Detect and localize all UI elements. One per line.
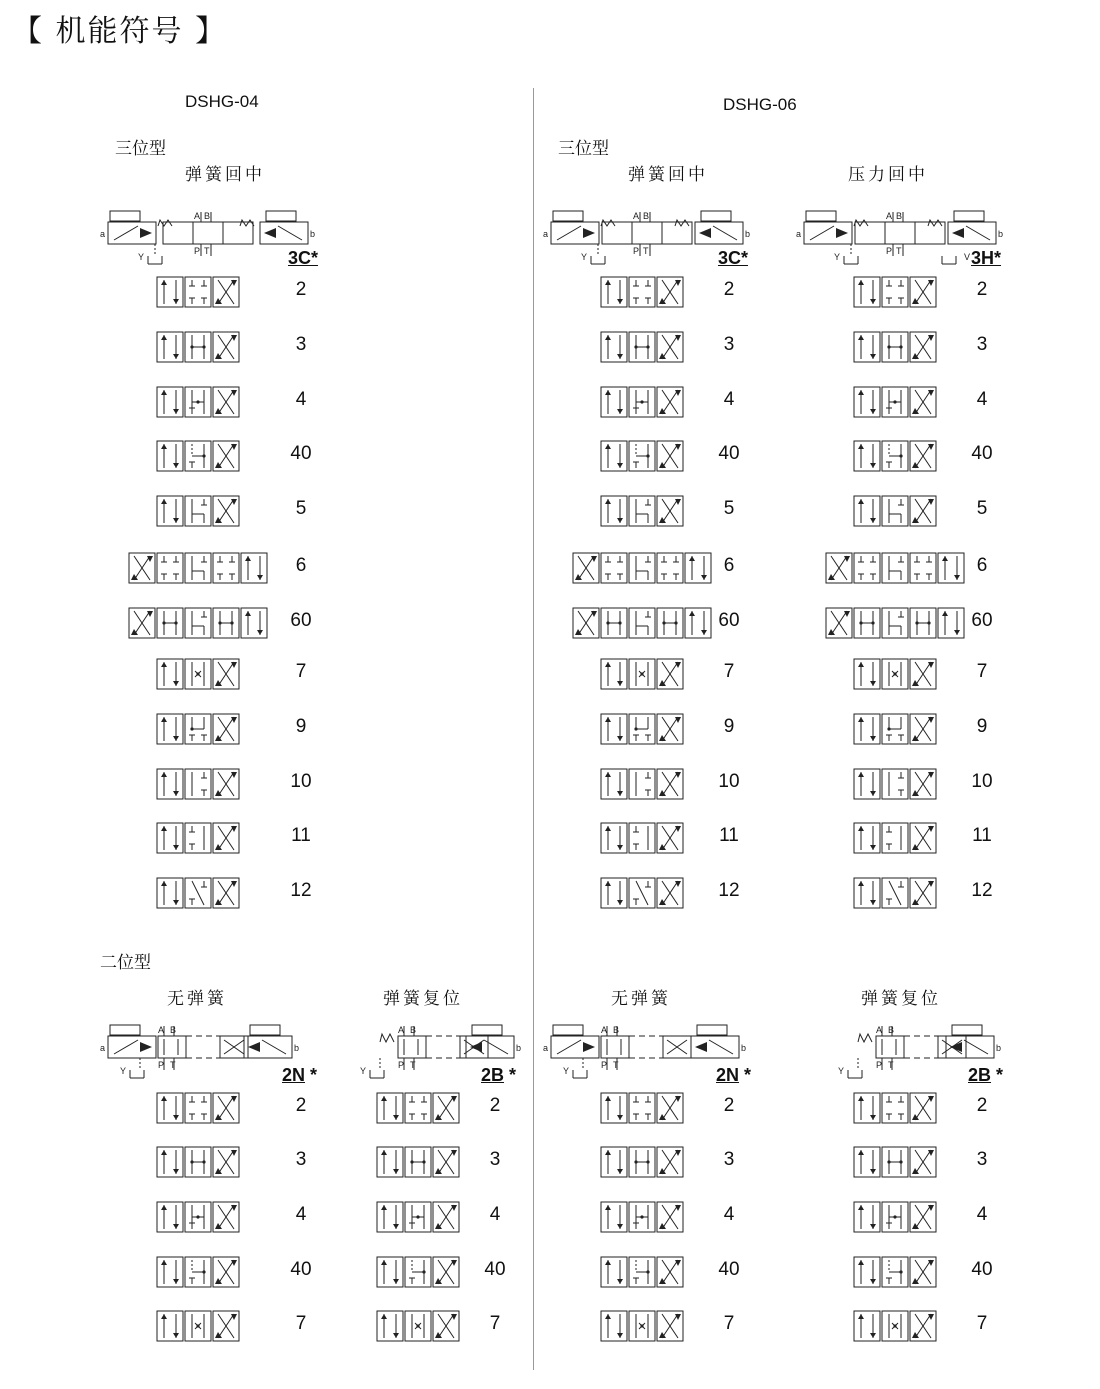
spool-symbol-right-40 <box>853 440 939 472</box>
svg-text:b: b <box>741 1043 747 1053</box>
svg-text:b: b <box>516 1043 522 1053</box>
spool-symbol-mid-7 <box>600 658 686 690</box>
spool-symbol-right-4 <box>853 386 939 418</box>
svg-text:Y: Y <box>360 1066 367 1076</box>
svg-text:A: A <box>398 1025 405 1035</box>
spool-symbol-right-9 <box>853 713 939 745</box>
spool-code-mid-5: 5 <box>723 498 735 519</box>
svg-text:A: A <box>194 211 201 221</box>
svg-text:T: T <box>204 246 210 256</box>
svg-text:T: T <box>643 246 649 256</box>
spool2-symbol-2b-right-40 <box>853 1256 939 1288</box>
spool2-code-2n-left-4: 4 <box>295 1204 307 1225</box>
spool-symbol-mid-5 <box>600 495 686 527</box>
spool2-symbol-2n-right-4 <box>600 1201 686 1233</box>
spring-centered-label-right: 弹簧回中 <box>628 165 708 185</box>
spool-symbol-right-5 <box>853 495 939 527</box>
pressure-centered-label: 压力回中 <box>848 165 928 185</box>
svg-text:b: b <box>294 1043 300 1053</box>
spring-return-label-left: 弹簧复位 <box>383 989 463 1009</box>
svg-text:B: B <box>888 1025 895 1035</box>
spool-symbol-left-12 <box>156 877 242 909</box>
svg-text:P: P <box>398 1060 405 1070</box>
spool-code-mid-7: 7 <box>723 661 735 682</box>
svg-text:B: B <box>410 1025 417 1035</box>
spool2-symbol-2n-left-40 <box>156 1256 242 1288</box>
spool-code-mid-3: 3 <box>723 334 735 355</box>
spool-code-right-11: 11 <box>972 825 992 846</box>
svg-text:P: P <box>876 1060 883 1070</box>
spool-code-mid-11: 11 <box>719 825 739 846</box>
svg-text:A: A <box>633 211 640 221</box>
spool2-symbol-2n-left-7 <box>156 1310 242 1342</box>
two-position-title: 二位型 <box>100 953 151 973</box>
spool2-symbol-2n-right-40 <box>600 1256 686 1288</box>
spool-symbol-right-2 <box>853 276 939 308</box>
svg-text:a: a <box>543 229 549 239</box>
spring-return-label-right: 弹簧复位 <box>861 989 941 1009</box>
spool2-symbol-2n-right-2 <box>600 1092 686 1124</box>
svg-text:B: B <box>643 211 650 221</box>
spool-code-mid-2: 2 <box>723 279 735 300</box>
svg-text:A: A <box>886 211 893 221</box>
header-2b-left <box>340 1012 522 1082</box>
spool2-code-2b-right-4: 4 <box>976 1204 988 1225</box>
spool2-symbol-2n-left-2 <box>156 1092 242 1124</box>
spool2-code-2b-left-3: 3 <box>489 1149 501 1170</box>
svg-text:B: B <box>896 211 903 221</box>
svg-text:Y: Y <box>834 252 841 262</box>
column-divider <box>533 88 534 1370</box>
header-3c-right <box>543 198 751 268</box>
spool2-code-2n-right-40: 40 <box>718 1259 740 1280</box>
svg-text:b: b <box>996 1043 1002 1053</box>
spool-symbol-left-11 <box>156 822 242 854</box>
spool2-code-2n-right-7: 7 <box>723 1313 735 1334</box>
header-2n-right <box>543 1012 747 1082</box>
spool2-symbol-2b-left-40 <box>376 1256 462 1288</box>
spool-symbol-mid-3 <box>600 331 686 363</box>
svg-text:Y: Y <box>581 252 588 262</box>
spool2-code-2b-right-3: 3 <box>976 1149 988 1170</box>
spool-code-right-3: 3 <box>976 334 988 355</box>
svg-text:B: B <box>170 1025 177 1035</box>
spool-code-left-12: 12 <box>290 880 312 901</box>
svg-text:T: T <box>410 1060 416 1070</box>
spool-symbol-left-10 <box>156 768 242 800</box>
spool-code-right-2: 2 <box>976 279 988 300</box>
spool2-symbol-2b-right-7 <box>853 1310 939 1342</box>
svg-text:b: b <box>998 229 1004 239</box>
spool2-code-2b-right-40: 40 <box>971 1259 993 1280</box>
spool-code-left-6: 6 <box>295 555 307 576</box>
svg-text:B: B <box>204 211 211 221</box>
svg-text:A: A <box>158 1025 165 1035</box>
spool-symbol-mid-2 <box>600 276 686 308</box>
spool-code-left-9: 9 <box>295 716 307 737</box>
svg-text:a: a <box>100 229 106 239</box>
svg-text:Y: Y <box>120 1066 127 1076</box>
spool2-symbol-2b-right-4 <box>853 1201 939 1233</box>
spool2-code-2n-left-7: 7 <box>295 1313 307 1334</box>
spool-code-mid-12: 12 <box>718 880 740 901</box>
spool-symbol-right-11 <box>853 822 939 854</box>
spool-code-right-60: 60 <box>971 610 993 631</box>
svg-text:a: a <box>796 229 802 239</box>
spool2-code-2n-right-3: 3 <box>723 1149 735 1170</box>
svg-text:Y: Y <box>138 252 145 262</box>
spool-code-left-10: 10 <box>290 771 312 792</box>
spool-code-left-60: 60 <box>290 610 312 631</box>
spool-code-mid-6: 6 <box>723 555 735 576</box>
svg-text:P: P <box>633 246 640 256</box>
svg-text:a: a <box>543 1043 549 1053</box>
spool2-symbol-2n-left-3 <box>156 1146 242 1178</box>
spool-code-right-5: 5 <box>976 498 988 519</box>
spool-code-left-3: 3 <box>295 334 307 355</box>
spool-symbol-right-12 <box>853 877 939 909</box>
spool-symbol-mid-11 <box>600 822 686 854</box>
spool2-symbol-2b-left-3 <box>376 1146 462 1178</box>
spool2-code-2n-right-4: 4 <box>723 1204 735 1225</box>
spool-symbol-right-10 <box>853 768 939 800</box>
spool-code-right-6: 6 <box>976 555 988 576</box>
spool-code-left-2: 2 <box>295 279 307 300</box>
svg-text:A: A <box>601 1025 608 1035</box>
svg-text:B: B <box>613 1025 620 1035</box>
spool-symbol-right-60 <box>825 607 965 639</box>
spool-code-mid-4: 4 <box>723 389 735 410</box>
svg-text:T: T <box>170 1060 176 1070</box>
spool-symbol-mid-9 <box>600 713 686 745</box>
spool-symbol-left-40 <box>156 440 242 472</box>
spool-code-mid-10: 10 <box>718 771 740 792</box>
model-left: DSHG-04 <box>185 92 259 111</box>
spool2-code-2b-left-7: 7 <box>489 1313 501 1334</box>
spool2-code-2b-right-7: 7 <box>976 1313 988 1334</box>
header-2b-right <box>818 1012 1002 1082</box>
header-3c-left <box>100 198 319 268</box>
spool-code-right-40: 40 <box>971 443 993 464</box>
spool2-code-2b-left-4: 4 <box>489 1204 501 1225</box>
spool-code-mid-9: 9 <box>723 716 735 737</box>
spring-centered-label-left: 弹簧回中 <box>185 165 265 185</box>
spool-symbol-mid-12 <box>600 877 686 909</box>
code-3h: 3H* <box>971 248 1002 268</box>
svg-text:P: P <box>158 1060 165 1070</box>
spool-code-right-10: 10 <box>971 771 993 792</box>
spool-symbol-left-3 <box>156 331 242 363</box>
spool-symbol-mid-10 <box>600 768 686 800</box>
three-position-left-title: 三位型 <box>115 139 166 159</box>
spool-symbol-right-7 <box>853 658 939 690</box>
code-2n-left: 2N * <box>282 1065 318 1085</box>
svg-text:a: a <box>100 1043 106 1053</box>
spool2-code-2b-left-40: 40 <box>484 1259 506 1280</box>
spool-code-left-40: 40 <box>290 443 312 464</box>
no-spring-label-left: 无弹簧 <box>167 989 227 1009</box>
spool2-symbol-2b-right-2 <box>853 1092 939 1124</box>
three-position-right-title: 三位型 <box>558 139 609 159</box>
svg-text:b: b <box>310 229 316 239</box>
spool2-symbol-2n-right-3 <box>600 1146 686 1178</box>
spool-symbol-mid-60 <box>572 607 712 639</box>
spool-code-mid-60: 60 <box>718 610 740 631</box>
svg-text:P: P <box>194 246 201 256</box>
spool-symbol-left-5 <box>156 495 242 527</box>
code-3c-right: 3C* <box>718 248 749 268</box>
spool-code-left-11: 11 <box>291 825 311 846</box>
svg-text:T: T <box>888 1060 894 1070</box>
spool-code-left-4: 4 <box>295 389 307 410</box>
spool-code-right-4: 4 <box>976 389 988 410</box>
code-2b-left: 2B * <box>481 1065 517 1085</box>
svg-text:Y: Y <box>838 1066 845 1076</box>
spool-code-mid-40: 40 <box>718 443 740 464</box>
code-3c-left: 3C* <box>288 248 319 268</box>
spool-symbol-mid-40 <box>600 440 686 472</box>
spool-code-right-9: 9 <box>976 716 988 737</box>
spool-code-left-7: 7 <box>295 661 307 682</box>
spool-code-left-5: 5 <box>295 498 307 519</box>
spool2-code-2b-left-2: 2 <box>489 1095 501 1116</box>
spool-symbol-mid-6 <box>572 552 712 584</box>
spool-symbol-right-3 <box>853 331 939 363</box>
svg-text:P: P <box>886 246 893 256</box>
spool2-code-2n-left-3: 3 <box>295 1149 307 1170</box>
svg-text:T: T <box>896 246 902 256</box>
spool-symbol-left-9 <box>156 713 242 745</box>
spool-code-right-7: 7 <box>976 661 988 682</box>
page-title: 【 机能符号 】 <box>12 14 228 49</box>
header-3h <box>796 198 1004 268</box>
spool-symbol-left-6 <box>128 552 268 584</box>
svg-text:T: T <box>613 1060 619 1070</box>
spool2-code-2b-right-2: 2 <box>976 1095 988 1116</box>
svg-text:Y: Y <box>563 1066 570 1076</box>
svg-text:V: V <box>964 252 971 262</box>
model-right: DSHG-06 <box>723 95 797 114</box>
svg-text:b: b <box>745 229 751 239</box>
no-spring-label-right: 无弹簧 <box>611 989 671 1009</box>
spool2-symbol-2b-left-2 <box>376 1092 462 1124</box>
spool-symbol-right-6 <box>825 552 965 584</box>
spool2-symbol-2b-right-3 <box>853 1146 939 1178</box>
spool-symbol-left-7 <box>156 658 242 690</box>
spool2-code-2n-left-2: 2 <box>295 1095 307 1116</box>
spool2-symbol-2n-left-4 <box>156 1201 242 1233</box>
spool2-symbol-2n-right-7 <box>600 1310 686 1342</box>
spool2-code-2n-right-2: 2 <box>723 1095 735 1116</box>
code-2n-right: 2N * <box>716 1065 752 1085</box>
svg-text:A: A <box>876 1025 883 1035</box>
spool2-symbol-2b-left-4 <box>376 1201 462 1233</box>
spool-symbol-left-2 <box>156 276 242 308</box>
spool-symbol-left-60 <box>128 607 268 639</box>
spool-symbol-left-4 <box>156 386 242 418</box>
spool-symbol-mid-4 <box>600 386 686 418</box>
code-2b-right: 2B * <box>968 1065 1004 1085</box>
spool2-symbol-2b-left-7 <box>376 1310 462 1342</box>
svg-text:P: P <box>601 1060 608 1070</box>
spool-code-right-12: 12 <box>971 880 993 901</box>
spool2-code-2n-left-40: 40 <box>290 1259 312 1280</box>
header-2n-left <box>100 1012 300 1082</box>
